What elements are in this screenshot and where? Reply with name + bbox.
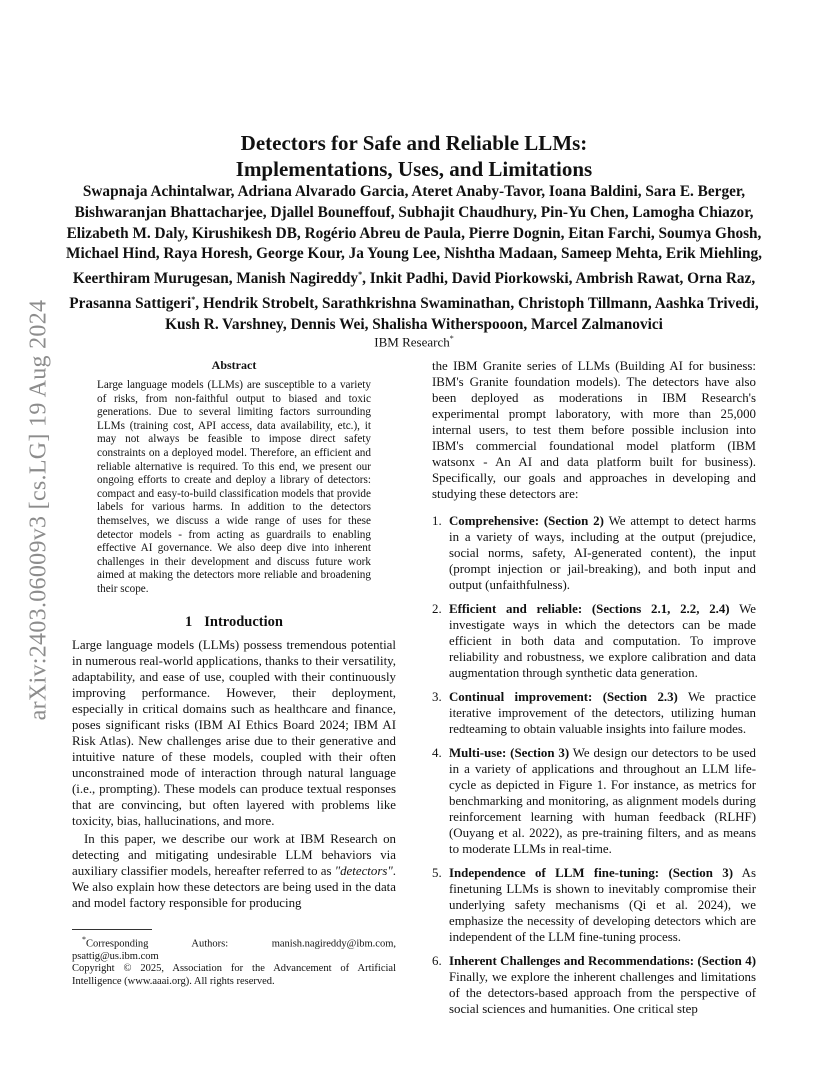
list-item-number: 1. [432,514,442,528]
footnote-corresponding-text: Corresponding Authors: manish.nagireddy@ibm.com, psattig@us.ibm.com [72,938,396,962]
list-item-text: We investigate ways in which the detectors can be made efficient in both data and computation. To improve reliability and robustness, we explore calibration and data augmentation through synthetic data generation. [449,602,756,680]
right-paragraph: the IBM Granite series of LLMs (Building AI for business: IBM's Granite foundation models). The detectors have also been deployed as moderations in IBM Research's experimental prompt laboratory, with more than 25,000 internal users, to test them before possible inclusion into IBM's commercial foundational model platform (IBM watsonx - An AI and data platform built for business). Specifically, our goals and approaches in developing and studying these detectors are: [432,359,756,501]
footnote-corresponding [72,934,396,964]
section-heading-introduction [72,614,396,631]
intro-p2-start: In this paper, we describe our work at IBM Research on detecting and mitigating undesirable LLM behaviors via auxiliary classifier models, hereafter referred to as [72,831,396,878]
arxiv-side-stamp [14,290,64,730]
list-item-number: 6. [432,954,442,968]
list-item [432,865,756,945]
paper-title [72,130,756,182]
list-item-text: We practice iterative improvement of the detectors, utilizing human redteaming to obtain valuable insights into failure modes. [449,690,756,736]
author-list [66,182,762,336]
arxiv-identifier: arXiv:2403.06009v3 [cs.LG] 19 Aug 2024 [25,299,52,721]
footnote-mark: * [82,934,86,944]
corresponding-mark-2: * [191,295,196,305]
list-item-text: We attempt to detect harms in a variety of ways, including at the output (prejudice, social norms, safety, AI-generated content), the input (prompt injection or jail-breaking), and both input and output (unfaithfulness). [449,514,756,592]
section-number: 1 [185,613,193,630]
list-item [432,745,756,857]
contribution-list [432,513,756,1017]
authors-part-2: , Inkit Padhi, David Piorkowski, Ambrish Rawat, Orna Raz, Prasanna Sattigeri [69,270,756,313]
affiliation-name: IBM Research [374,334,450,350]
intro-p2-emphasis: "detectors" [334,863,393,878]
authors-part-1: Swapnaja Achintalwar, Adriana Alvarado Garcia, Ateret Anaby-Tavor, Ioana Baldini, Sara E. Berger, Bishwaranjan Bhattacharjee, Djallel Bouneffouf, Subhajit Chaudhury, Pin-Yu Chen, Lamogha Chiazor, Elizabeth M. Daly, Kirushikesh DB, Rogério Abreu de Paula, Pierre Dognin, Eitan Farchi, Soumya Ghosh, Michael Hind, Raya Horesh, George Kour, Ja Young Lee, Nishtha Madaan, Sameep Mehta, Erik Miehling, Keerthiram Murugesan, Manish Nagireddy [66,183,762,288]
list-item-number: 5. [432,866,442,880]
corresponding-mark-1: * [358,270,363,280]
title-line-2: Implementations, Uses, and Limitations [235,157,593,181]
intro-paragraph-1: Large language models (LLMs) possess tremendous potential in numerous real-world applications, thanks to their versatility, adaptability, and ease of use, coupled with their continuously improving performance. However, their deployment, especially in critical domains such as healthcare and finance, poses significant risks (IBM AI Ethics Board 2024; IBM AI Risk Atlas). New challenges arise due to their generative and intuitive nature of these models, coupled with their often unconstrained mode of interaction through natural language (i.e., prompting). These models can produce textual responses that are convincing, but often layered with problems like toxicity, bias, hallucinations, and more. [72,637,396,828]
affiliation [72,334,756,350]
list-item [432,513,756,593]
authors-part-3: , Hendrik Strobelt, Sarathkrishna Swaminathan, Christoph Tillmann, Aashka Trivedi, Kush R. Varshney, Dennis Wei, Shalisha Witherspooon, Marcel Zalmanovici [165,295,759,333]
list-item-number: 3. [432,690,442,704]
section-title: Introduction [204,613,283,630]
list-item-bold: Independence of LLM fine-tuning: (Section 3) [449,866,733,880]
list-item-bold: Multi-use: (Section 3) [449,746,570,760]
list-item-number: 4. [432,746,442,760]
list-item-bold: Inherent Challenges and Recommendations: (Section 4) [449,954,756,968]
abstract-text: Large language models (LLMs) are susceptible to a variety of risks, from non-faithful output to biased and toxic generations. Due to several limiting factors surrounding LLMs (training cost, API access, data availability, etc.), it may not always be feasible to impose direct safety constraints on a deployed model. Therefore, an efficient and reliable alternative is required. To this end, we present our ongoing efforts to create and deploy a library of detectors: compact and easy-to-build classification models that provide labels for various harms. In addition to the detectors themselves, we discuss a wide range of uses for these detector models - from acting as guardrails to enabling effective AI governance. We also deep dive into inherent challenges in their development and discuss future work aimed at making the detectors more reliable and broadening their scope. [97,379,371,595]
intro-paragraph-2 [72,831,396,911]
affiliation-mark: * [449,334,454,343]
list-item [432,953,756,1017]
list-item-text: We design our detectors to be used in a variety of applications and throughout an LLM life-cycle as depicted in Figure 1. For instance, as metrics for benchmarking and monitoring, as alignment models during reinforcement learning with human feedback (RLHF) (Ouyang et al. 2022), as pre-training filters, and as means to moderate LLMs in real-time. [449,746,756,856]
right-column [432,358,756,1025]
list-item-number: 2. [432,602,442,616]
list-item [432,689,756,737]
left-column [72,358,396,988]
list-item-bold: Efficient and reliable: (Sections 2.1, 2.2, 2.4) [449,602,730,616]
title-line-1: Detectors for Safe and Reliable LLMs: [240,131,588,155]
list-item-text: Finally, we explore the inherent challenges and limitations of the detectors-based approach from the perspective of social sciences and humanities. One critical step [449,970,756,1016]
list-item-bold: Continual improvement: (Section 2.3) [449,690,678,704]
abstract-heading: Abstract [211,358,257,372]
footnote-rule [72,929,152,930]
list-item-text: As finetuning LLMs is shown to inevitably compromise their underlying safety mechanisms (Qi et al. 2024), we emphasize the necessity of developing detectors which are independent of the LLM fine-tuning process. [449,866,756,944]
intro-p2-end: . We also explain how these detectors are being used in the data and model factory responsible for producing [72,863,397,910]
copyright-notice: Copyright © 2025, Association for the Advancement of Artificial Intelligence (www.aaai.org). All rights reserved. [72,963,396,987]
list-item-bold: Comprehensive: (Section 2) [449,514,604,528]
list-item [432,601,756,681]
